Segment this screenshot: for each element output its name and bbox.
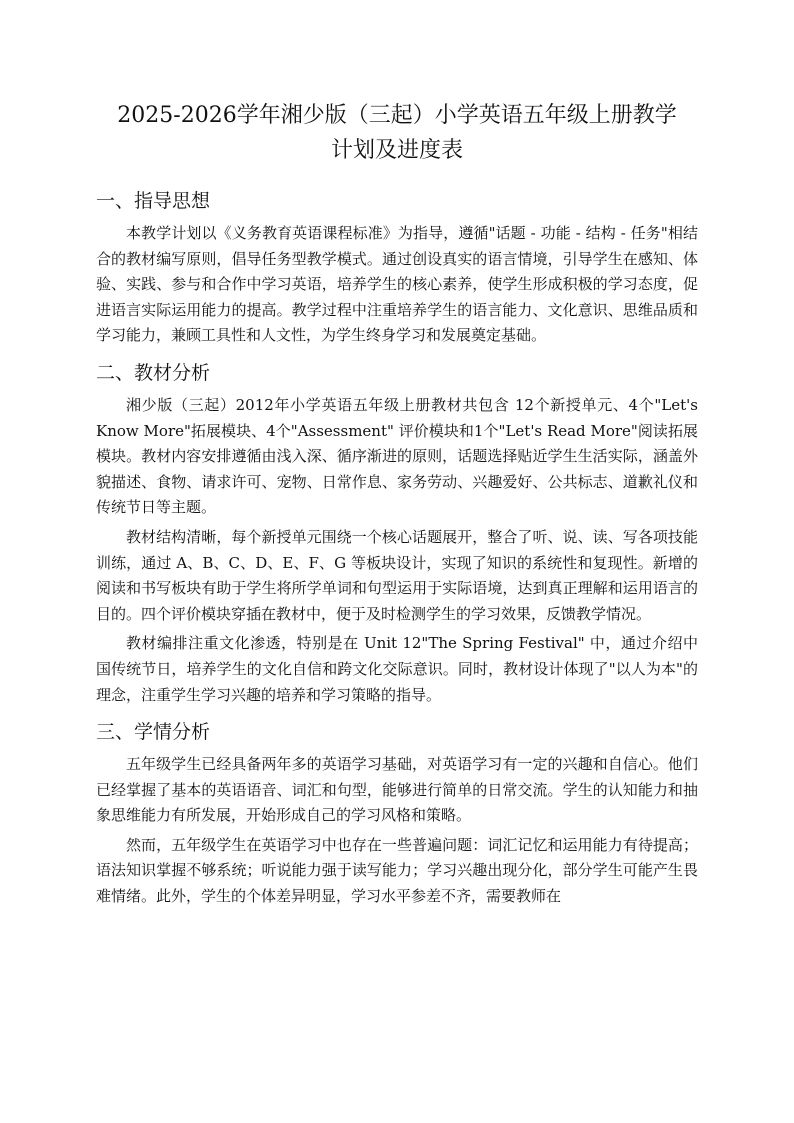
section-heading: 一、指导思想 [96, 190, 211, 212]
section-paragraph: 教材结构清晰，每个新授单元围绕一个核心话题展开，整合了听、说、读、写各项技能训练，通过 A、B、C、D、E、F、G 等板块设计，实现了知识的系统性和复现性。新增的阅读和书写板块有助于学生将所学单词和句型运用于实际语境，达到真正理解和运用语言的目的。四个评价模块穿插在教材中，便于及时检测学生的学习效果，反馈教学情况。 [96, 527, 698, 623]
section-textbook-analysis [96, 359, 698, 708]
section-guiding-ideology [96, 187, 698, 349]
document-title: 2025-2026学年湘少版（三起）小学英语五年级上册教学计划及进度表 [117, 103, 677, 163]
section-paragraph: 本教学计划以《义务教育英语课程标准》为指导，遵循"话题 - 功能 - 结构 - 任务"相结合的教材编写原则，倡导任务型教学模式。通过创设真实的语言情境，引导学生在感知、体验、实践、参与和合作中学习英语，培养学生的核心素养，使学生形成积极的学习态度，促进语言实际运用能力的提高。教学过程中注重培养学生的语言能力、文化意识、思维品质和学习能力，兼顾工具性和人文性，为学生终身学习和发展奠定基础。 [96, 224, 698, 345]
section-student-analysis [96, 718, 698, 910]
section-heading: 三、学情分析 [96, 721, 211, 744]
section-paragraph: 教材编排注重文化渗透，特别是在 Unit 12"The Spring Festival" 中，通过介绍中国传统节日，培养学生的文化自信和跨文化交际意识。同时，教材设计体现了"以人为本"的理念，注重学生学习兴趣的培养和学习策略的指导。 [96, 634, 698, 704]
section-heading: 二、教材分析 [96, 361, 211, 384]
section-paragraph: 然而，五年级学生在英语学习中也存在一些普遍问题：词汇记忆和运用能力有待提高；语法知识掌握不够系统；听说能力强于读写能力；学习兴趣出现分化，部分学生可能产生畏难情绪。此外，学生的个体差异明显，学习水平参差不齐，需要教师在 [96, 835, 698, 906]
section-paragraph: 湘少版（三起）2012年小学英语五年级上册教材共包含 12个新授单元、4个"Let's Know More"拓展模块、4个"Assessment" 评价模块和1个"Let's Read More"阅读拓展模块。教材内容安排遵循由浅入深、循序渐进的原则，话题选择贴近学生生活实际，涵盖外貌描述、食物、请求许可、宠物、日常作息、家务劳动、兴趣爱好、公共标志、道歉礼仪和传统节日等主题。 [96, 395, 698, 517]
section-paragraph: 五年级学生已经具备两年多的英语学习基础，对英语学习有一定的兴趣和自信心。他们已经掌握了基本的英语语音、词汇和句型，能够进行简单的日常交流。学生的认知能力和抽象思维能力有所发展，开始形成自己的学习风格和策略。 [96, 755, 698, 825]
